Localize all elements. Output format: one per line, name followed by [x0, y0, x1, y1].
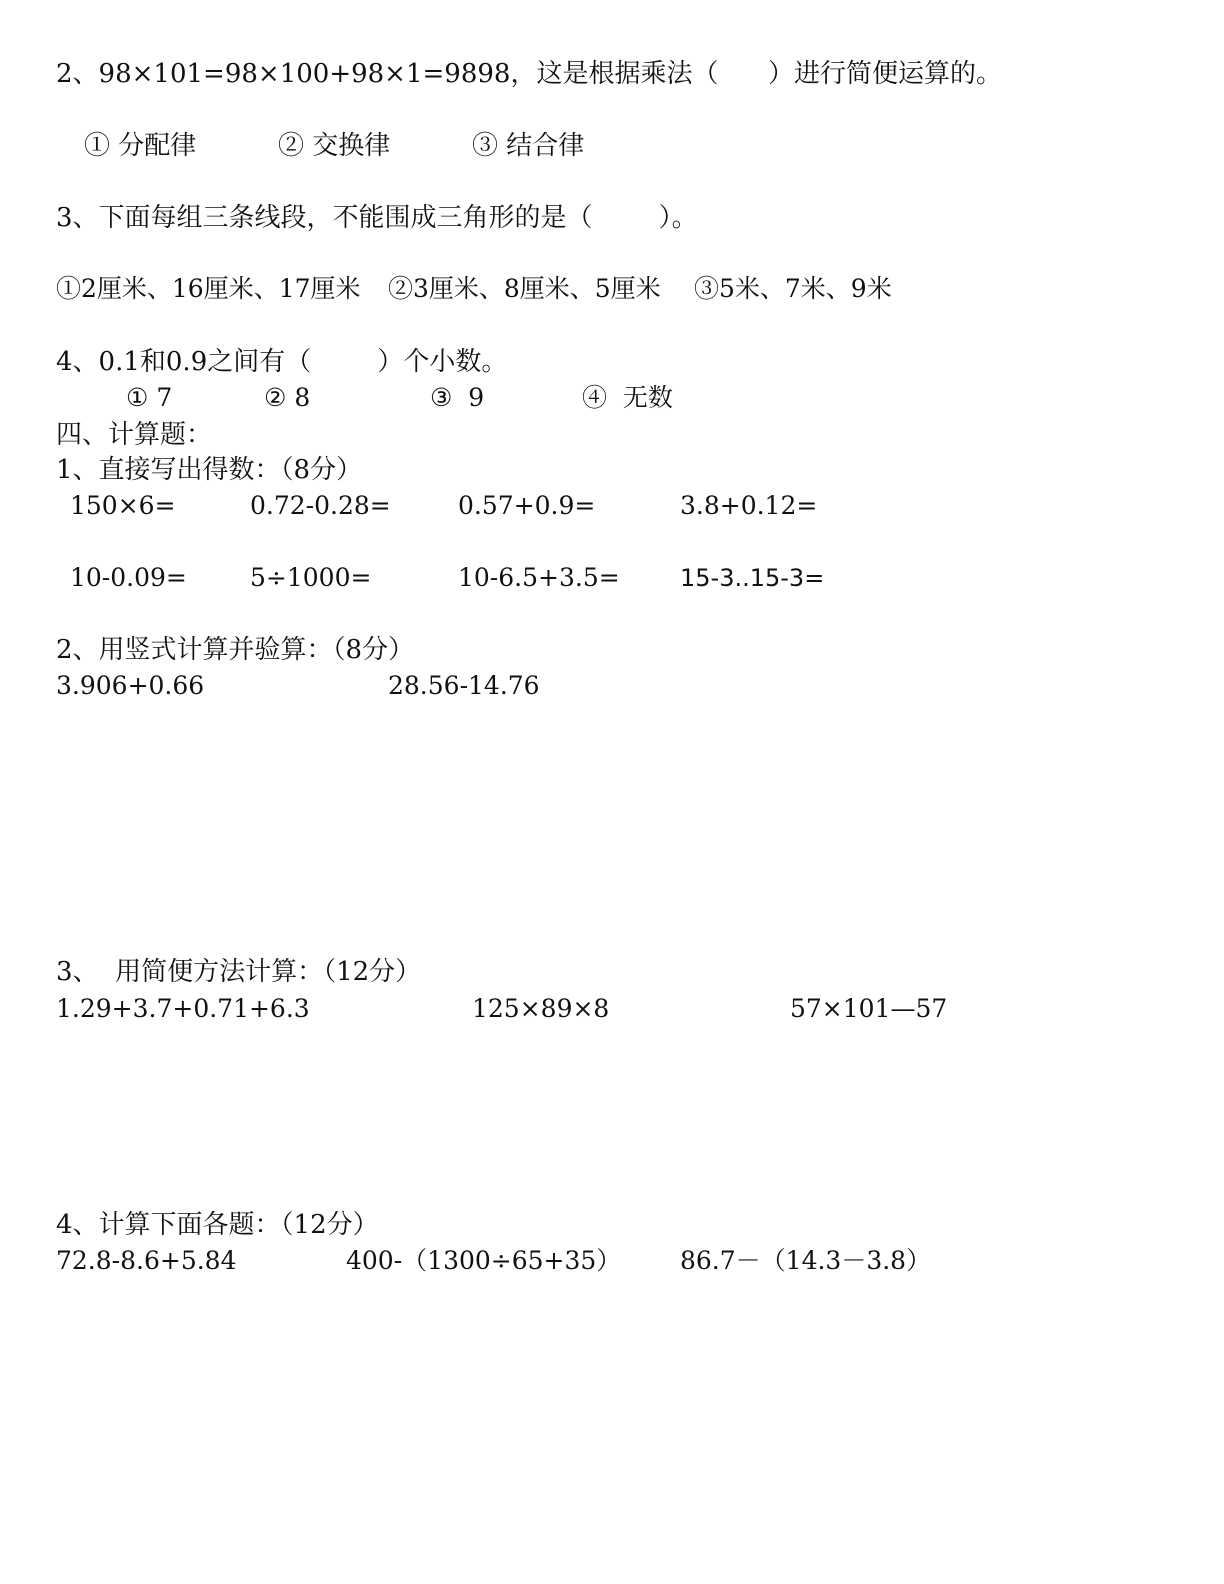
calc-2-item: 3.906+0.66 [56, 671, 205, 700]
calc-1-title: 1、直接写出得数：（8分） [56, 455, 363, 485]
calc-1-item: 10-6.5+3.5= [458, 563, 620, 592]
question-2-option-3: ③ 结合律 [472, 131, 585, 161]
calc-3-item: 57×101—57 [790, 994, 948, 1023]
calc-1-item: 15-3..15-3= [680, 564, 825, 592]
question-4-option-4: ④ 无数 [582, 383, 673, 412]
calc-2-item: 28.56-14.76 [388, 671, 540, 700]
calc-4-item: 400-（1300÷65+35） [346, 1246, 622, 1275]
question-2-option-1: ① 分配律 [84, 131, 197, 161]
question-3-option-2: ②3厘米、8厘米、5厘米 [388, 274, 661, 303]
question-3-option-1: ①2厘米、16厘米、17厘米 [56, 274, 361, 303]
calc-1-item: 3.8+0.12= [680, 491, 818, 520]
calc-1-item: 150×6= [70, 491, 176, 520]
calc-3-item: 125×89×8 [472, 994, 610, 1023]
question-4-option-3: ③ 9 [430, 383, 485, 412]
question-3-stem: 3、下面每组三条线段，不能围成三角形的是（ ）。 [56, 203, 698, 233]
question-4-option-1: ① 7 [126, 383, 173, 412]
calc-1-item: 0.57+0.9= [458, 491, 596, 520]
question-3-option-3: ③5米、7米、9米 [694, 274, 892, 303]
calc-4-title: 4、计算下面各题：（12分） [56, 1210, 379, 1240]
calc-1-item: 10-0.09= [70, 563, 187, 592]
question-4-option-2: ② 8 [264, 383, 311, 412]
calc-2-title: 2、用竖式计算并验算：（8分） [56, 635, 415, 665]
question-4-stem: 4、0.1和0.9之间有（ ）个小数。 [56, 347, 508, 377]
calc-4-item: 86.7－（14.3－3.8） [680, 1246, 932, 1275]
calc-3-item: 1.29+3.7+0.71+6.3 [56, 994, 310, 1023]
calc-4-item: 72.8-8.6+5.84 [56, 1246, 237, 1275]
calc-1-item: 0.72-0.28= [250, 491, 391, 520]
calc-1-item: 5÷1000= [250, 563, 372, 592]
question-2-option-2: ② 交换律 [278, 131, 391, 161]
question-2-stem: 2、98×101=98×100+98×1=9898，这是根据乘法（ ）进行简便运算的。 [56, 59, 1003, 89]
calc-3-title: 3、 用简便方法计算：（12分） [56, 957, 422, 987]
section-4-heading: 四、计算题： [56, 420, 213, 450]
